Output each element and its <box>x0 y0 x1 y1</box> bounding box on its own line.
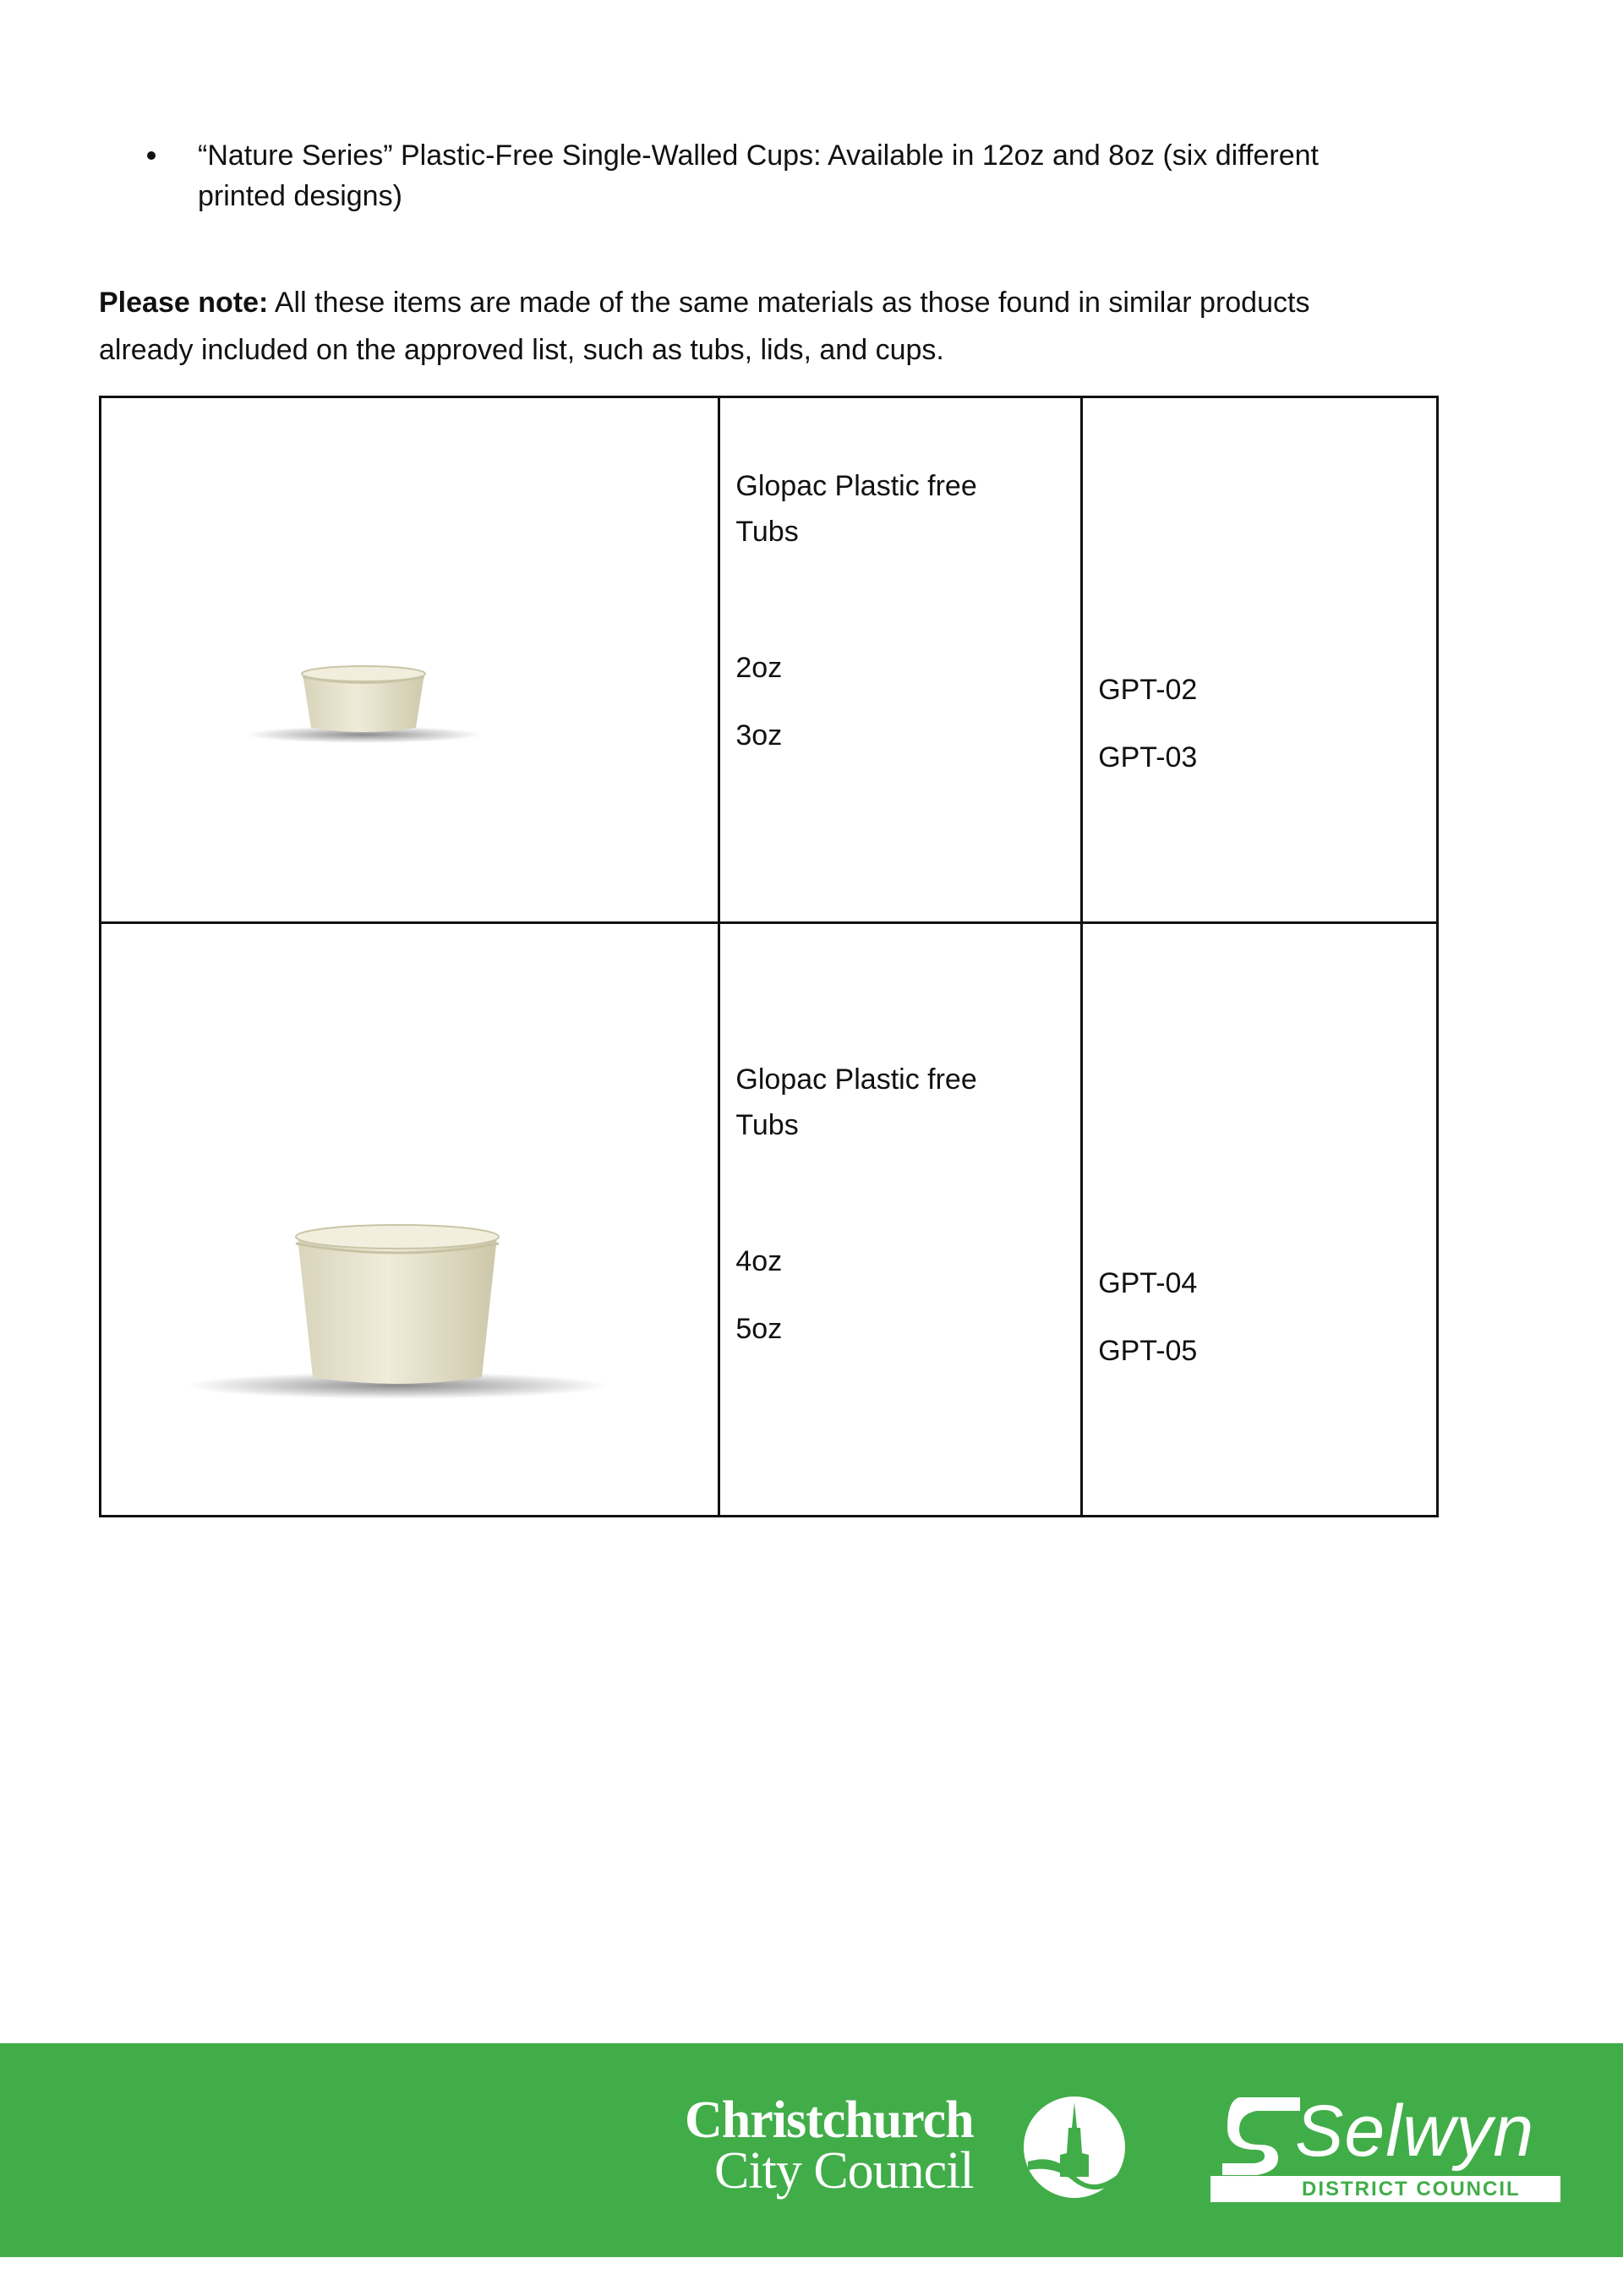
christchurch-city-council-logo-text <box>685 2091 974 2200</box>
table-row <box>101 923 1438 1517</box>
product-image-cell <box>101 923 719 1517</box>
bullet-list <box>144 135 1462 216</box>
bullet-dot-icon <box>147 151 156 160</box>
product-code: GPT-04 <box>1098 1267 1198 1299</box>
product-name-line2: Tubs <box>735 516 799 548</box>
large-tub-image <box>169 1211 626 1406</box>
product-code: GPT-03 <box>1098 741 1198 774</box>
ccc-logo-line2: City Council <box>714 2142 974 2200</box>
product-description-cell <box>719 923 1082 1517</box>
product-name-line1: Glopac Plastic free <box>735 470 977 502</box>
bullet-text-line2: printed designs) <box>198 180 402 212</box>
selwyn-logo-name: Selwyn <box>1295 2091 1535 2172</box>
christchurch-cathedral-icon <box>1021 2094 1128 2200</box>
product-code-cell <box>1082 397 1438 923</box>
selwyn-swirl-icon <box>1222 2094 1300 2178</box>
product-name-line2: Tubs <box>735 1109 799 1141</box>
product-description-cell <box>719 397 1082 923</box>
product-code: GPT-05 <box>1098 1335 1198 1367</box>
table-row <box>101 397 1438 923</box>
product-code: GPT-02 <box>1098 674 1198 706</box>
selwyn-district-council-logo <box>1210 2091 1560 2202</box>
product-size: 2oz <box>735 652 783 684</box>
please-note-text-line2: already included on the approved list, such as tubs, lids, and cups. <box>99 334 944 366</box>
product-size: 4oz <box>735 1245 783 1277</box>
small-tub-image <box>237 652 541 753</box>
ccc-logo-line1: Christchurch <box>685 2091 974 2149</box>
selwyn-logo-subtitle: DISTRICT COUNCIL <box>1302 2178 1521 2200</box>
footer-banner <box>0 2043 1623 2257</box>
bullet-text-line1: “Nature Series” Plastic-Free Single-Walled Cups: Available in 12oz and 8oz (six different <box>198 139 1319 172</box>
product-code-cell <box>1082 923 1438 1517</box>
products-table <box>99 396 1439 1517</box>
bullet-item-nature-series <box>144 135 1462 216</box>
please-note-paragraph <box>99 279 1468 374</box>
product-size: 5oz <box>735 1313 783 1345</box>
product-image-cell <box>101 397 719 923</box>
please-note-text-line1: All these items are made of the same materials as those found in similar products <box>268 287 1310 319</box>
product-name-line1: Glopac Plastic free <box>735 1063 977 1096</box>
product-size: 3oz <box>735 719 783 752</box>
please-note-label: Please note: <box>99 287 269 319</box>
